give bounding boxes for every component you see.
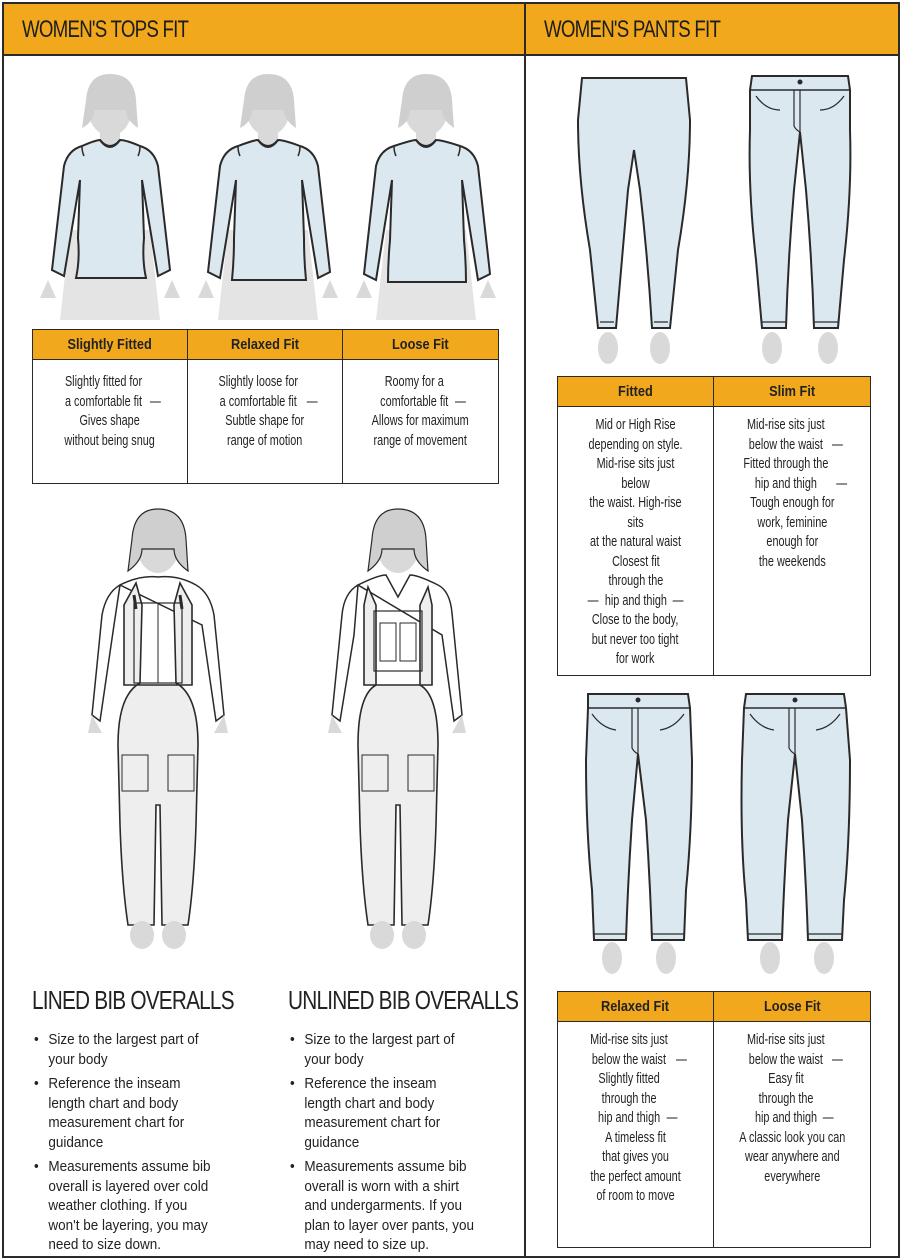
pants-fit-table-1 bbox=[557, 376, 871, 676]
unlined-bib-bullet: • Size to the largest part of your body bbox=[290, 1030, 497, 1069]
lined-bib-bullet: • Size to the largest part of your body bbox=[34, 1030, 241, 1069]
tops-fit-table bbox=[32, 329, 499, 484]
tops-col-title-1: Slightly Fitted bbox=[33, 330, 188, 360]
lined-bib-bullet: • Measurements assume bib overall is layered over cold weather clothing. If you won't be layering, you may need to size down. bbox=[34, 1157, 241, 1255]
top-figure-relaxed-fit bbox=[198, 74, 338, 320]
unlined-bib-title: UNLINED BIB OVERALLS bbox=[288, 985, 519, 1015]
pants-col-title-fitted: Fitted bbox=[558, 377, 714, 407]
pants-fit-table-2 bbox=[557, 991, 871, 1248]
pants-figure-slim-fit bbox=[750, 76, 851, 364]
pants-figures-top bbox=[560, 70, 870, 370]
pants-cell-fitted: Mid or High Rise depending on style. Mid-rise sits just below the waist. High-rise sits at the natural waist—Closest fit through the hip and thigh —Close to the body, but never too tight for work bbox=[558, 407, 714, 676]
tops-figures bbox=[30, 70, 505, 320]
tops-header-title: WOMEN'S TOPS FIT bbox=[22, 16, 189, 43]
tops-cell-1: Slightly fitted for a comfortable fit —Gives shape without being snug bbox=[33, 360, 188, 484]
unlined-bib-bullet: • Reference the inseam length chart and body measurement chart for guidance bbox=[290, 1074, 497, 1152]
overalls-figures bbox=[60, 505, 500, 960]
pants-col-title-loose-fit: Loose Fit bbox=[714, 992, 871, 1022]
unlined-bib-list bbox=[290, 1030, 520, 1260]
unlined-bib-bullet: • Measurements assume bib overall is worn with a shirt and undergarments. If you plan to layer over pants, you may need to size up. bbox=[290, 1157, 497, 1255]
tops-header bbox=[4, 4, 524, 56]
pants-cell-relaxed-fit: Mid-rise sits just below the waist —Slightly fitted through the hip and thigh —A timeless fit that gives you the perfect amount of room to move bbox=[558, 1022, 714, 1248]
pants-header-title: WOMEN'S PANTS FIT bbox=[544, 16, 721, 43]
top-figure-loose-fit bbox=[356, 74, 496, 320]
pants-col-title-slim-fit: Slim Fit bbox=[714, 377, 871, 407]
lined-bib-title: LINED BIB OVERALLS bbox=[32, 985, 234, 1015]
pants-cell-slim-fit: Mid-rise sits just below the waist —Fitted through the hip and thigh —Tough enough for work, feminine enough for the weekends bbox=[714, 407, 871, 676]
tops-cell-2: Slightly loose for a comfortable fit —Subtle shape for range of motion bbox=[188, 360, 343, 484]
column-divider bbox=[524, 2, 526, 1258]
unlined-bib-overall-figure bbox=[328, 509, 466, 949]
top-figure-slightly-fitted bbox=[40, 74, 180, 320]
pants-figure-fitted bbox=[578, 78, 690, 364]
pants-figure-loose-fit bbox=[742, 694, 851, 974]
pants-header bbox=[526, 4, 898, 56]
lined-bib-list bbox=[34, 1030, 264, 1260]
pants-figures-bottom bbox=[570, 690, 870, 980]
tops-cell-3: Roomy for a comfortable fit —Allows for maximum range of movement bbox=[343, 360, 499, 484]
pants-figure-relaxed-fit bbox=[586, 694, 692, 974]
pants-col-title-relaxed-fit: Relaxed Fit bbox=[558, 992, 714, 1022]
lined-bib-bullet: • Reference the inseam length chart and body measurement chart for guidance bbox=[34, 1074, 241, 1152]
tops-col-title-3: Loose Fit bbox=[343, 330, 499, 360]
pants-cell-loose-fit: Mid-rise sits just below the waist —Easy fit through the hip and thigh —A classic look you can wear anywhere and everywhere bbox=[714, 1022, 871, 1248]
lined-bib-overall-figure bbox=[88, 509, 228, 949]
tops-col-title-2: Relaxed Fit bbox=[188, 330, 343, 360]
